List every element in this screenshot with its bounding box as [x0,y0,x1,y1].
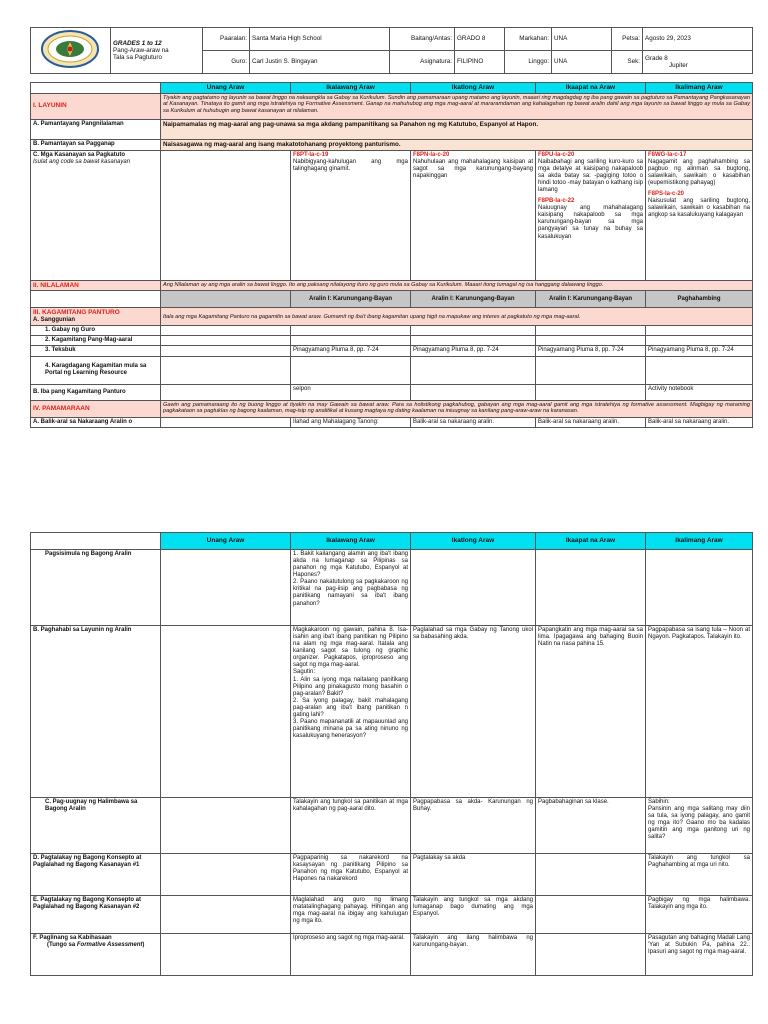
pamantayan-pagganap-label: B. Pamantayan sa Pagganap [31,139,161,150]
day-1-header: Unang Araw [161,83,291,94]
iba-pang-day2: selpon [291,384,411,400]
iba-pang-day4 [536,384,646,400]
sek-value-1: Grade 8 [645,54,668,62]
pamantayang-pangnilalaman-value: Naipamamalas ng mag-aaral ang pag-unawa sa mga akdang pampanitikang sa Panahon ng mg Katutubo, Espanyol at Hapon. [161,119,753,139]
paghahabi-day2: Magkakaroon ng gawain, pahina 8. Isa-isahin ang iba't ibang panitikan ng Pilipino na alam ng mga mag-aaral. Itatala ang kanilang sagot sa tulong ng graphic organizer. Pagkatapos, iproproseso ang sagot ng mga mag-aaral. Sagutin: 1. Alin sa iyong mga naitalang panitikang Pilipino ang pinakagusto mong basahin o pag-aralan? Bakit? 2. Sa iyong palagay, bakit mahalagang pag-aralan ang iba't ibang panitikan n gating lahi? 3. Paano mapananatili at mapauunlad ang panitikang minana pa sa ating ninuno ng kasalukuyang henerasyon? [291,626,411,798]
balik-aral-day5: Balik-aral sa nakaraang aralin. [646,417,753,427]
nilalaman-day4: Aralin I: Karunungang-Bayan [536,291,646,308]
day-2-header: Ikalawang Araw [291,83,411,94]
nilalaman-note: Ang Nilalaman ay ang mga aralin sa bawat linggo. Ito ang paksang nilalayong ituro ng guro mula sa Gabay sa Kurikulum. Maaari itong tumagal ng isa hanggang dalawang linggo. [161,280,753,291]
pagsisimula-day5 [646,550,753,626]
pagtalakay-1-day4 [536,854,646,896]
pamantayang-pangnilalaman-label: A. Pamantayang Pangnilalaman [31,119,161,139]
kagamitang-day1 [161,336,291,346]
layunin-title: I. LAYUNIN [31,93,161,119]
kasanayan-day2-text: Nabibigyang-kahulugan ang mga talinghagang ginamit. [293,158,408,172]
day-4-header-2: Ikaapat na Araw [536,533,646,550]
layunin-note: Tiyakin ang pagtatamo ng layunin sa bawat linggo na nakaangkla sa Gabay sa Kurikulum. Sundin ang pamamaraan upang matamo ang layunin, maaari ring magdagdag ng iba pang gawain sa pagtuturo sa Pamantayang Pangkasanayan at Kasanayan. Tinataya ito gamit ang mga istratehiya ng Formative Assessment. Ganap na mahuhubog ang mga mag-aaral at mararamdaman ang kahalagahan ng bawat aralin dahil ang mga layunin sa bawat linggo ay mula sa Gabay sa Kurikulum at huhubugin ang bawat kasanayan at nilalaman. [161,93,753,119]
gabay-guro-day4 [536,326,646,336]
teksbuk-day3: Pinagyamang Pluma 8, pp. 7-24 [411,346,536,356]
kagamitan-title-cell [31,308,161,326]
pagtalakay-2-day2: Maglalahad ang guro ng limang matatalinghagang pahayag. Hihingan ang mga mag-aaral na ibigay ang kahulugan ng mga ito. [291,896,411,934]
paglinang-sub-1: (Tungo sa [47,942,77,949]
iba-pang-day3 [411,384,536,400]
pagsisimula-day1 [161,550,291,626]
corner-cell-2 [31,533,161,550]
nilalaman-day3: Aralin I: Karunungang-Bayan [411,291,536,308]
paglinang-sublabel [33,942,158,949]
pag-uugnay-day3: Pagpapabasa sa akda- Karunungan ng Buhay. [411,798,536,854]
paglinang-day1 [161,934,291,976]
paglinang-label: F. Paglinang sa Kabihasaan [33,935,112,941]
header-table [30,27,753,74]
kasanayan-day5-text: Nagagamit ang paghahambing sa pagbuo ng alinman sa bugtong, salawikain, sawikain o kasabihan (eupemistikong pahayag) [648,158,750,186]
asignatura-value: FILIPINO [455,51,505,74]
teksbuk-day1 [161,346,291,356]
kagamitan-note: Itala ang mga Kagamitang Panturo na gagamitin sa bawat araw. Gumamit ng iba't ibang kagamitan upang higit na mapukaw ang interes at pagkatuto ng mga mag-aaral. [161,308,753,326]
day-4-header: Ikaapat na Araw [536,83,646,94]
paglinang-sub-3: ) [142,942,145,949]
pag-uugnay-day2: Talakayin ang tungkol sa panitikan at mga kahalagahan ng pag-aaral dito. [291,798,411,854]
kasanayan-day4 [536,150,646,280]
kagamitan-title: III. KAGAMITANG PANTURO [33,309,120,317]
kasanayan-day5-text2: Naisusulat ang sariling bugtong, salawikain, sawikain o kasabihan na angkop sa kasalukuyang kalagayan [648,198,750,219]
balik-aral-day1 [161,417,291,427]
kasanayan-day5-code2: F8PS-Ia-c-20 [648,191,685,198]
pagtalakay-2-day1 [161,896,291,934]
kasanayan-day5 [646,150,753,280]
iba-pang-day1 [161,384,291,400]
karagdagang-kagamitan-label: 4. Karagdagang Kagamitan mula sa Portal ng Learning Resource [31,356,161,384]
karagdagang-day4 [536,356,646,384]
kasanayan-day4-text2: Naiuugnay ang mahahalagang kaisipang nakapaloob sa mga karunungang-bayan sa mga pangyayari sa tunay na buhay sa kasalukuyan [538,205,643,240]
paglinang-day4 [536,934,646,976]
gabay-guro-day3 [411,326,536,336]
kasanayan-day4-code: F8PU-Ia-c-20 [538,151,575,158]
paghahabi-day5: Pagpapabasa sa isang tula – Noon at Ngayon. Pagkatapos. Talakayin ito. [646,626,753,798]
paglinang-day2: Iproproseso ang sagot ng mga mag-aaral. [291,934,411,976]
paglinang-sub-2: Formative Assessment [76,942,143,949]
kagamitang-day3 [411,336,536,346]
markahan-value: UNA [552,28,612,51]
pamamaraan-note: Gawin ang pamamaraang ito ng buong linggo at tiyakin na may Gawain sa bawat araw. Para sa holistikong pagkahubog, gabayan ang mga mag-aaral gamit ang mga istratehiya ng formative assessment. Magbigay ng maraming pagkakataon sa pagtuklas ng bagong kaalaman, mag-isip ng analitikal at kusang magtaya ng dating kaalaman na iniuugnay sa kanilang pang-araw-araw na karanasan. [161,400,753,417]
paghahabi-day1 [161,626,291,798]
nilalaman-day5: Paghahambing [646,291,753,308]
karagdagang-day2 [291,356,411,384]
paglinang-day3: Talakayin ang ilang halimbawa ng karunungang-bayan. [411,934,536,976]
gabay-guro-day2 [291,326,411,336]
karagdagang-day3 [411,356,536,384]
nilalaman-title: II. NILALAMAN [31,280,161,291]
grades-title [111,28,203,74]
balik-aral-day4: Balik-aral sa nakaraang aralin. [536,417,646,427]
kasanayan-sub: Isulat ang code sa bawat kasanayan [33,158,131,165]
gabay-guro-label: 1. Gabay ng Guro [31,326,161,336]
teksbuk-day2: Pinagyamang Pluma 8, pp. 7-24 [291,346,411,356]
sek-value [643,51,753,74]
day-3-header-2: Ikatlong Araw [411,533,536,550]
pagtalakay-2-day3: Talakayin ang tungkol sa mga akdang lumaganap bago dumating ang mga Espanyol. [411,896,536,934]
paaralan-label: Paaralan: [203,28,250,51]
asignatura-label: Asignatura: [390,51,455,74]
day-1-header-2: Unang Araw [161,533,291,550]
day-5-header-2: Ikalimang Araw [646,533,753,550]
balik-aral-label: A. Balik-aral sa Nakaraang Aralin o [31,417,161,427]
teksbuk-label: 3. Teksbuk [31,346,161,356]
sek-value-2: Jupiter [669,62,688,69]
pamantayan-pagganap-value: Naisasagawa ng mag-aaral ang isang makatotohanang proyektong panturismo. [161,139,753,150]
gabay-guro-day5 [646,326,753,336]
kasanayan-day2 [291,150,411,280]
karagdagang-day5 [646,356,753,384]
guro-label: Guro: [203,51,250,74]
sanggunian-label: A. Sanggunian [33,316,75,323]
pag-uugnay-label: C. Pag-uugnay ng Halimbawa sa Bagong Aralin [31,798,161,854]
baitang-label: Baitang/Antas: [390,28,455,51]
day-3-header: Ikatlong Araw [411,83,536,94]
kasanayan-day4-code2: F8PB-Ia-c-22 [538,198,575,205]
teksbuk-day4: Pinagyamang Pluma 8, pp. 7-24 [536,346,646,356]
kagamitang-mag-aaral-label: 2. Kagamitang Pang-Mag-aaral [31,336,161,346]
balik-aral-day3: Balik-aral sa nakaraang aralin. [411,417,536,427]
pagtalakay-1-day2: Pagpaparinig sa nakarekord na kasaysayan ng panitikang Pilipino sa Panahon ng mga Katutubo, Espanyol at Hapones na nakarekord [291,854,411,896]
kasanayan-label: C. Mga Kasanayan sa Pagkatuto [33,151,126,158]
kagamitang-day5 [646,336,753,346]
kagamitang-day4 [536,336,646,346]
grades-line1: GRADES 1 to 12 [113,39,162,47]
pagtalakay-2-day4 [536,896,646,934]
grades-line2: Pang-Araw-araw na [113,46,169,54]
kagamitang-day2 [291,336,411,346]
linggo-label: Linggo: [505,51,552,74]
kasanayan-label-cell [31,150,161,280]
paghahabi-day4: Papangkatin ang mga mag-aaral sa sa lima. Ipagagawa ang bahaging Buoin Natin na nasa pahina 15. [536,626,646,798]
baitang-value: GRADO 8 [455,28,505,51]
corner-cell [31,83,161,94]
day-header-row [31,83,753,94]
nilalaman-day2: Aralin I: Karunungang-Bayan [291,291,411,308]
pagtalakay-2-label: E. Pagtalakay ng Bagong Konsepto at Paglalahad ng Bagong Kasanayan #2 [31,896,161,934]
gabay-guro-day1 [161,326,291,336]
pagtalakay-1-label: D. Pagtalakay ng Bagong Konsepto at Paglalahad ng Bagong Kasanayan #1 [31,854,161,896]
paglinang-day5: Pasagutan ang bahaging Madali Lang 'Yan at Subukin Pa, pahina 22.. Ipasuri ang sagot ng mga mag-aaral. [646,934,753,976]
balik-aral-day2: Ilahad ang Mahalagang Tanong: [291,417,411,427]
kasanayan-day3-code: F8PN-Ia-c-20 [413,151,450,158]
pag-uugnay-day1 [161,798,291,854]
linggo-value: UNA [552,51,612,74]
kasanayan-day3-text: Nahuhulaan ang mahahalagang kaisipan at sagot sa mga karunungang-bayang napakinggan [413,158,533,179]
iba-pang-day5: Activity notebook [646,384,753,400]
pagtalakay-1-day5: Talakayin ang tungkol sa Paghahambing at mga uri nito. [646,854,753,896]
guro-value: Carl Justin S. Bingayan [250,51,390,74]
paghahabi-label: B. Paghahabi sa Layunin ng Aralin [31,626,161,798]
grades-line3: Tala sa Pagtuturo [113,54,163,62]
dll-table-page2 [30,532,753,976]
markahan-label: Markahan: [505,28,552,51]
paglinang-label-cell [31,934,161,976]
paaralan-value: Santa Maria High School [250,28,390,51]
kasanayan-day2-code: F8PT-Ia-c-19 [293,151,329,158]
deped-seal-icon [33,29,107,69]
nilalaman-label-empty [31,291,161,308]
pagsisimula-label: Pagsisimula ng Bagong Aralin [31,550,161,626]
teksbuk-day5: Pinagyamang Pluma 8, pp. 7-24 [646,346,753,356]
petsa-label: Petsa: [612,28,643,51]
pagsisimula-day4 [536,550,646,626]
pagtalakay-1-day3: Pagtalakay sa akda [411,854,536,896]
pagsisimula-day2: 1. Bakit kailangang alamin ang iba't ibang akda na lumaganap sa Pilipinas sa panahon ng mga Katutubo, Espanyol at Hapones? 2. Paano nakatutulong sa pagkakaroon ng kritikal na pag-iisip ang pagbabasa ng panitikang namayani sa iba't ibang panahon? [291,550,411,626]
iba-pang-kagamitan-label: B. Iba pang Kagamitang Panturo [31,384,161,400]
pamamaraan-title: IV. PAMAMARAAN [31,400,161,417]
pagtalakay-2-day5: Pagbigay ng mga halimbawa. Talakayin ang mga ito. [646,896,753,934]
karagdagang-day1 [161,356,291,384]
day-2-header-2: Ikalawang Araw [291,533,411,550]
petsa-value: Agosto 29, 2023 [643,28,753,51]
paghahabi-day3: Paglalahad sa mga Gabay ng Tanong ukol sa babasahing akda. [411,626,536,798]
deped-logo-cell [31,28,111,74]
kasanayan-day1 [161,150,291,280]
day-5-header: Ikalimang Araw [646,83,753,94]
pag-uugnay-day5: Sabihin: Pansinin ang mga salitang may diin sa tula, sa iyong palagay, ano gamit ng mga ito? Gaano mo ba kadalas gamitin ang mga ganitong uri ng salita? [646,798,753,854]
kasanayan-day3 [411,150,536,280]
nilalaman-day1 [161,291,291,308]
pagsisimula-day3 [411,550,536,626]
sek-label: Sek: [612,51,643,74]
pag-uugnay-day4: Pagbabahaginan sa klase. [536,798,646,854]
pagtalakay-1-day1 [161,854,291,896]
kasanayan-day5-code: F8WG-Ia-c-17 [648,151,687,158]
dll-table-page1 [30,82,753,428]
kasanayan-day4-text: Naibabahagi ang sariling kuro-kuro sa mga detalye at kaisipang nakapaloob sa akda batay sa: -pagiging totoo o hindi totoo -may batayan o kathang isip lamang [538,158,643,194]
day-header-row-2 [31,533,753,550]
